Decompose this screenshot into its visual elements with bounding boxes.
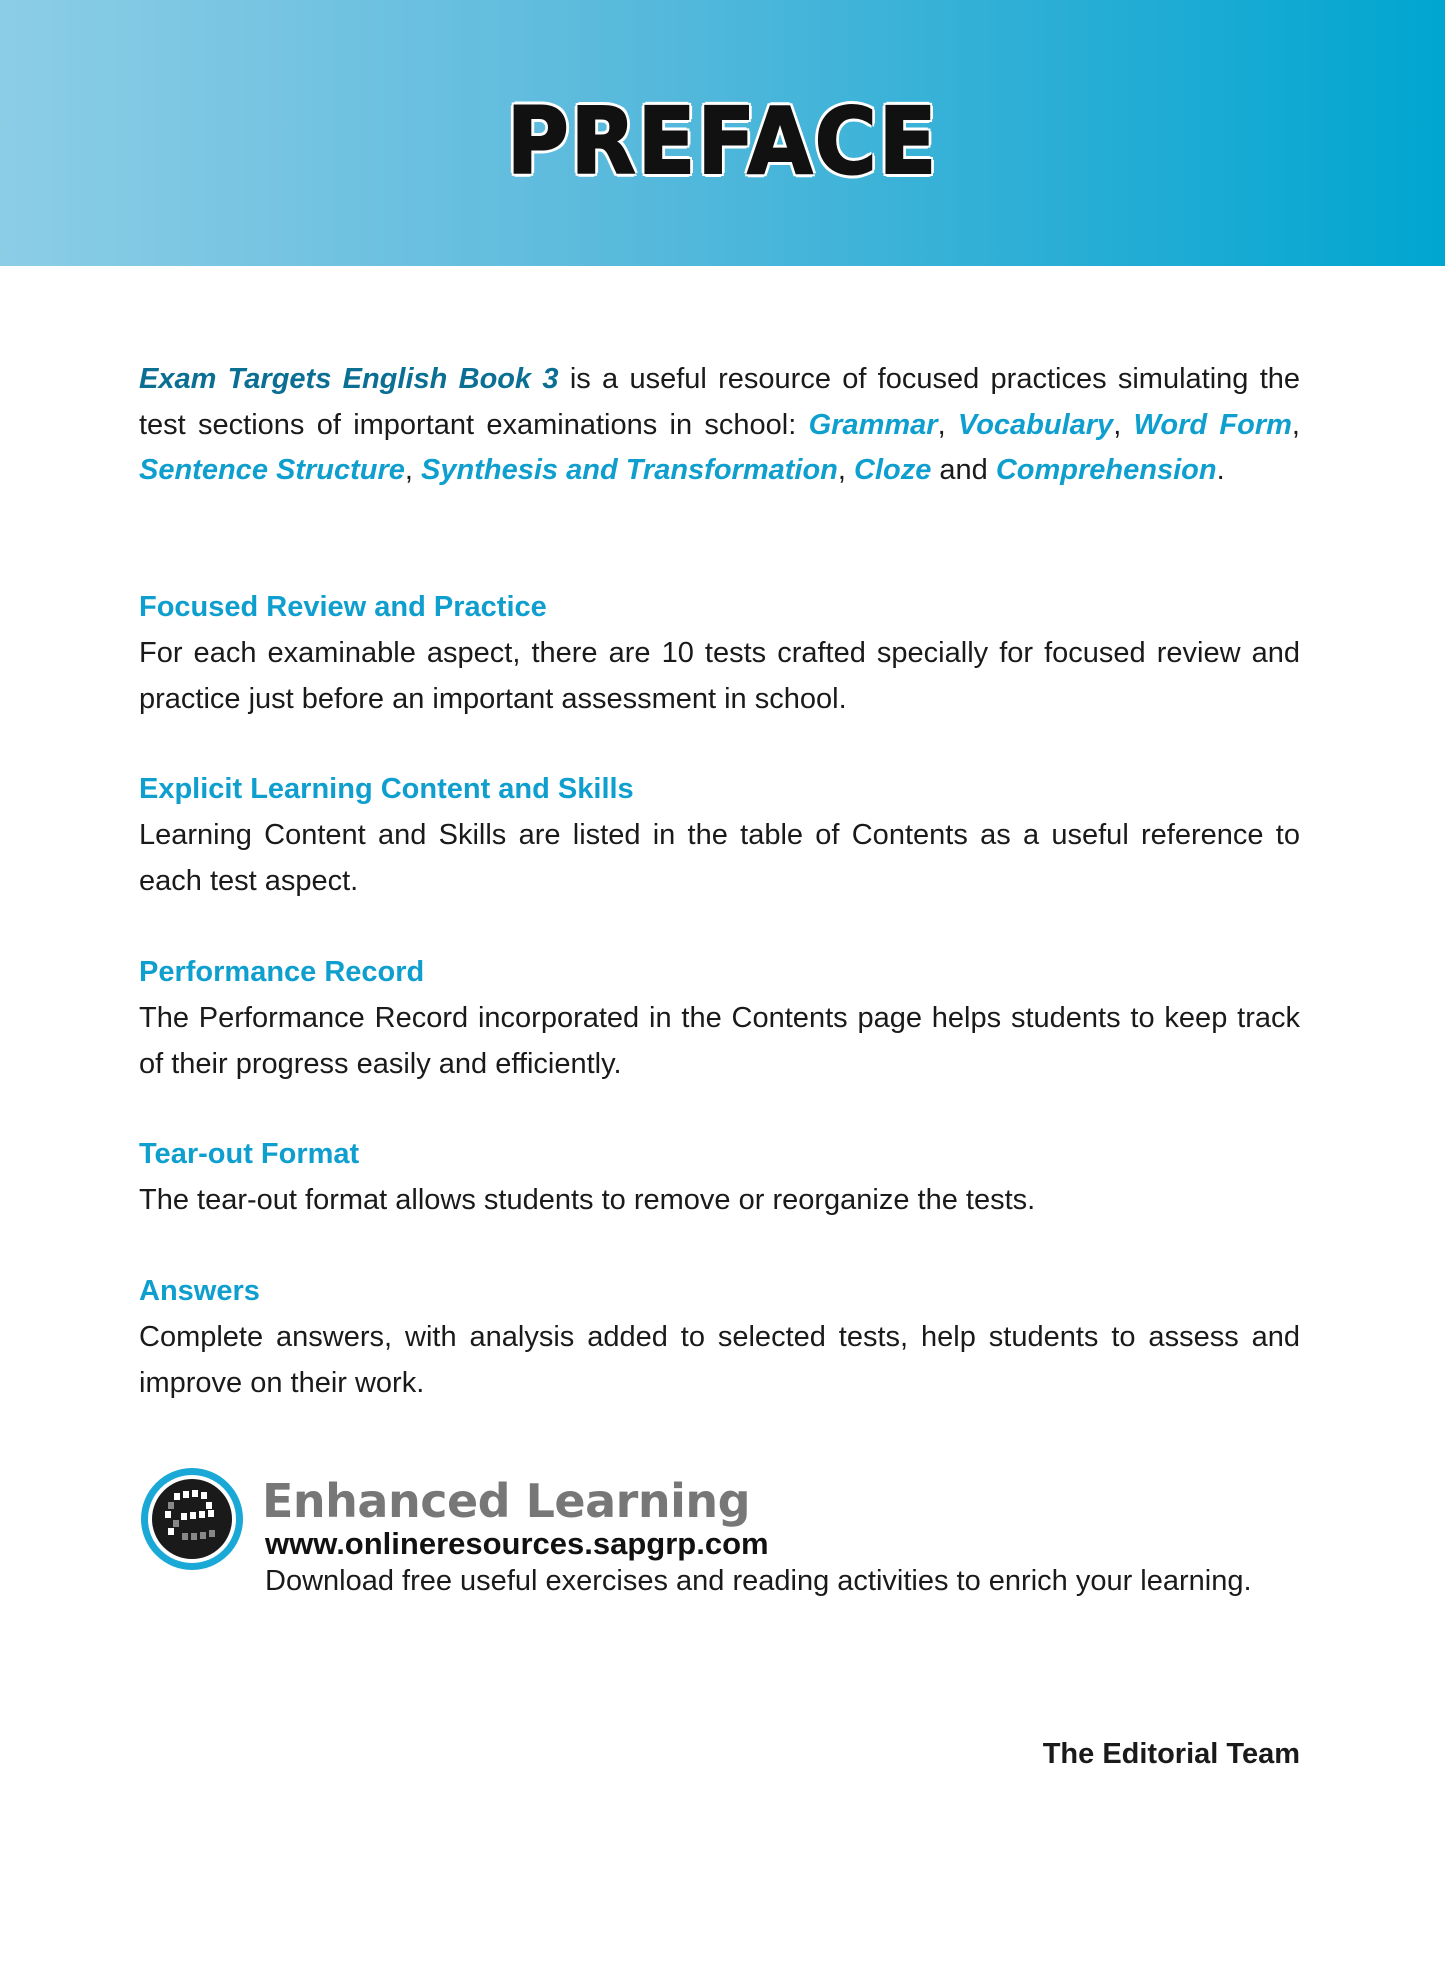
feature-heading: Focused Review and Practice	[139, 591, 547, 623]
feature-heading: Performance Record	[139, 956, 425, 988]
feature-heading: Answers	[139, 1275, 260, 1307]
page-title: PREFACE	[506, 88, 939, 195]
book-title: Exam Targets English Book 3	[139, 363, 559, 395]
section-name: Sentence Structure	[139, 454, 405, 486]
separator: ,	[937, 408, 958, 441]
section-name: Synthesis and Transformation	[421, 454, 838, 486]
separator: ,	[837, 454, 855, 486]
feature-text: Complete answers, with analysis added to selected tests, help students to assess and improve on their work.	[139, 1321, 1300, 1399]
feature-text: Learning Content and Skills are listed in the table of Contents as a useful reference to each test aspect.	[139, 819, 1300, 897]
section-name: Cloze	[854, 454, 932, 486]
feature-heading: Tear-out Format	[139, 1138, 360, 1170]
separator: ,	[1291, 408, 1300, 441]
section-name: Vocabulary	[957, 408, 1114, 441]
intro-text: is a useful resource of focused practices simulating the test sections of important examinations in school:	[139, 363, 1301, 441]
enhanced-learning-title: Enhanced Learning	[262, 1474, 751, 1528]
feature-text: The Performance Record incorporated in the Contents page helps students to keep track of their progress easily and efficiently.	[139, 1002, 1300, 1080]
enhanced-learning-logo-icon	[138, 1465, 246, 1573]
intro-paragraph	[139, 357, 1300, 494]
section-name: Grammar	[808, 408, 938, 441]
signature: The Editorial Team	[1042, 1738, 1300, 1770]
separator: and	[931, 454, 996, 486]
separator: .	[1216, 454, 1225, 486]
feature-text: For each examinable aspect, there are 10 tests crafted specially for focused review and practice just before an important assessment in school.	[139, 637, 1300, 715]
feature-heading: Explicit Learning Content and Skills	[139, 773, 634, 805]
separator: ,	[1113, 408, 1134, 441]
enhanced-learning-description: Download free useful exercises and reading activities to enrich your learning.	[265, 1565, 1252, 1597]
feature-text: The tear-out format allows students to remove or reorganize the tests.	[139, 1184, 1036, 1216]
resource-url-link[interactable]: www.onlineresources.sapgrp.com	[265, 1526, 769, 1561]
separator: ,	[404, 454, 422, 486]
section-name: Comprehension	[995, 454, 1217, 486]
section-name: Word Form	[1133, 408, 1292, 441]
